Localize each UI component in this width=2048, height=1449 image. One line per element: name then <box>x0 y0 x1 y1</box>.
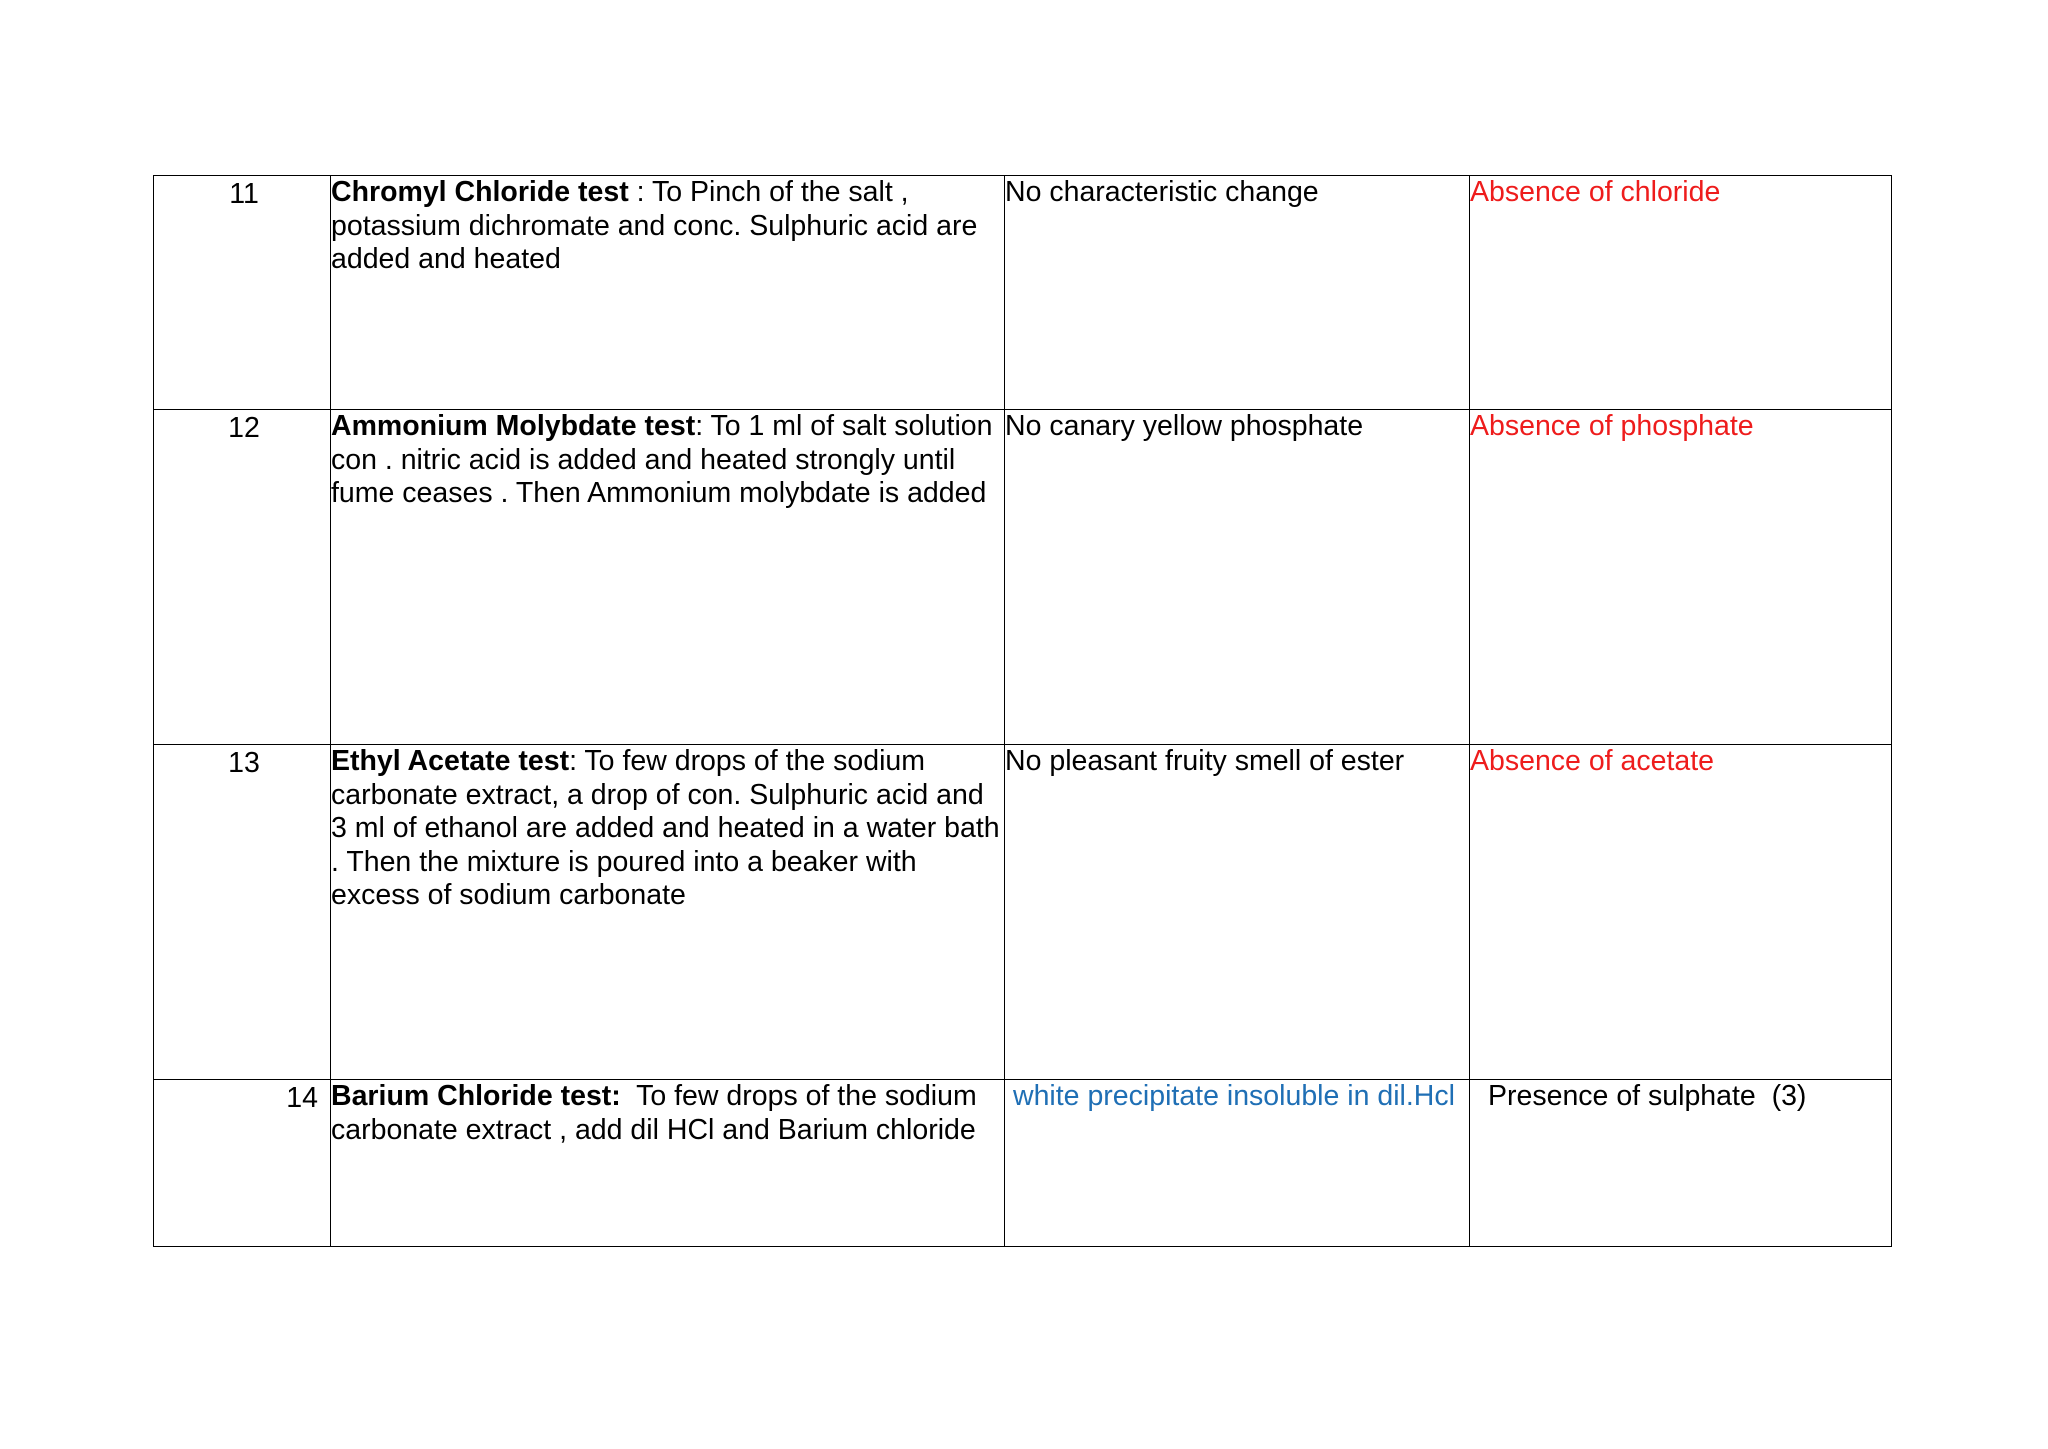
table-row <box>154 176 1892 410</box>
experiment-text: : To few drops of the sodium carbonate extract, a drop of con. Sulphuric acid and 3 ml of ethanol are added and heated in a water bath . Then the mixture is poured into a beaker with excess of sodium carbonate <box>331 745 1000 911</box>
row-number-cell <box>154 1080 331 1247</box>
observation-cell <box>1005 410 1470 745</box>
row-number-cell <box>154 176 331 410</box>
experiment-title: Barium Chloride test: <box>331 1080 621 1112</box>
observation-text: No canary yellow phosphate <box>1005 410 1364 442</box>
experiment-cell <box>331 176 1005 410</box>
observation-cell <box>1005 1080 1470 1247</box>
experiment-text: To few drops of the sodium carbonate extract , add dil HCl and Barium chloride <box>331 1080 985 1146</box>
observation-text: white precipitate insoluble in dil.Hcl <box>1013 1080 1455 1112</box>
experiment-title: Ammonium Molybdate test <box>331 410 696 442</box>
row-number: 13 <box>228 747 260 779</box>
experiment-table <box>153 175 1892 1247</box>
experiment-cell <box>331 745 1005 1080</box>
inference-cell <box>1470 745 1892 1080</box>
observation-cell <box>1005 745 1470 1080</box>
experiment-text: : To 1 ml of salt solution con . nitric acid is added and heated strongly until fume ceases . Then Ammonium molybdate is added <box>331 410 993 509</box>
table-row <box>154 410 1892 745</box>
inference-cell <box>1470 410 1892 745</box>
experiment-cell <box>331 410 1005 745</box>
experiment-text: : To Pinch of the salt , potassium dichromate and conc. Sulphuric acid are added and heated <box>331 176 978 275</box>
inference-text: Absence of chloride <box>1470 176 1721 208</box>
observation-text: No pleasant fruity smell of ester <box>1005 745 1405 777</box>
table-row <box>154 745 1892 1080</box>
row-number: 11 <box>229 178 259 210</box>
row-number: 14 <box>286 1082 318 1114</box>
experiment-title: Ethyl Acetate test <box>331 745 570 777</box>
inference-cell <box>1470 176 1892 410</box>
row-number-cell <box>154 410 331 745</box>
experiment-cell <box>331 1080 1005 1247</box>
row-number: 12 <box>228 412 260 444</box>
experiment-title: Chromyl Chloride test <box>331 176 629 208</box>
observation-cell <box>1005 176 1470 410</box>
inference-cell <box>1470 1080 1892 1247</box>
inference-text: Absence of acetate <box>1470 745 1715 777</box>
observation-text: No characteristic change <box>1005 176 1319 208</box>
table-row <box>154 1080 1892 1247</box>
inference-text: Absence of phosphate <box>1470 410 1754 442</box>
row-number-cell <box>154 745 331 1080</box>
inference-text: Presence of sulphate (3) <box>1488 1080 1807 1112</box>
